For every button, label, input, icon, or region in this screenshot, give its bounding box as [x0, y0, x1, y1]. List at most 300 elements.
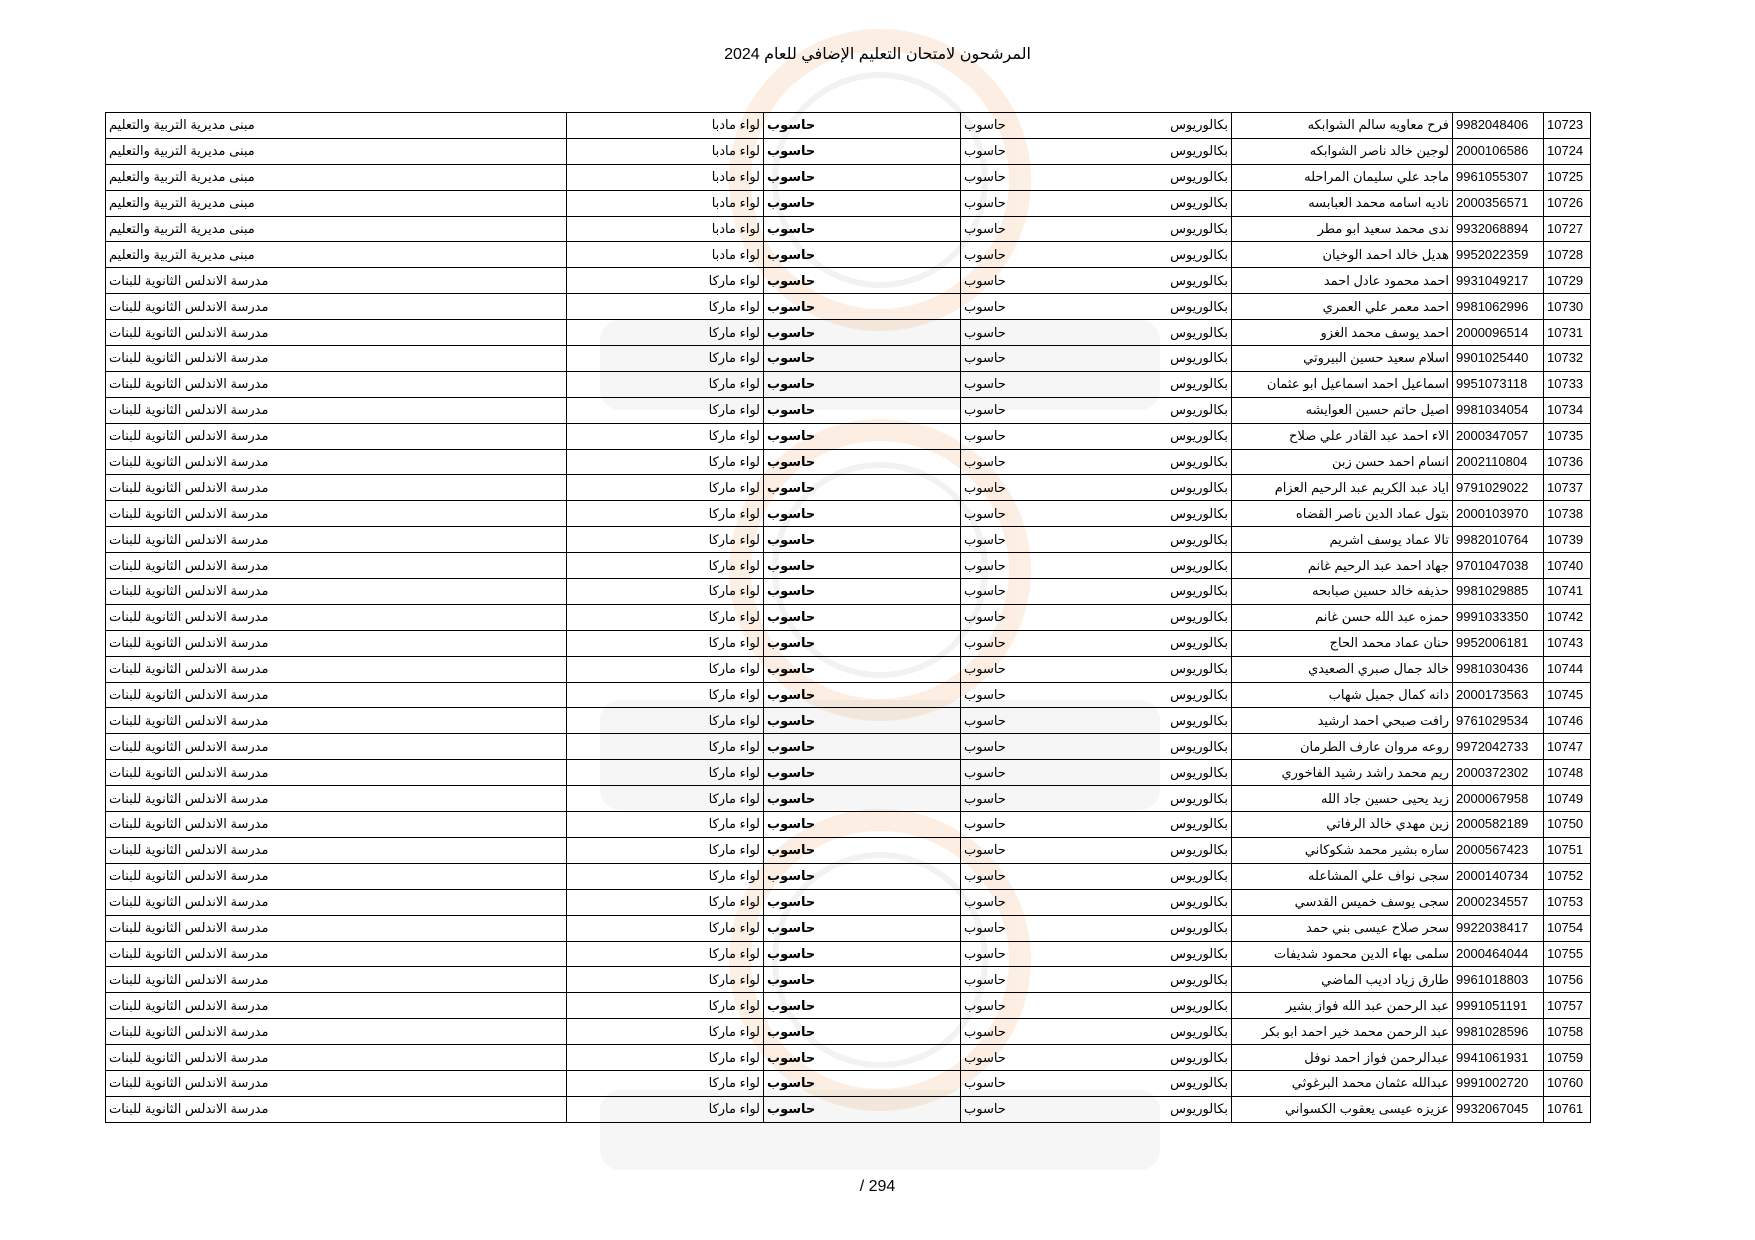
venue-cell: مدرسة الاندلس الثانوية للبنات	[106, 1045, 567, 1071]
seq-cell: 10750	[1544, 812, 1591, 838]
name-cell: لوجين خالد ناصر الشوابكه	[1232, 138, 1453, 164]
degree-cell: بكالوريوس	[1157, 553, 1232, 579]
table-row	[106, 915, 1591, 941]
table-row	[106, 242, 1591, 268]
degree-cell: بكالوريوس	[1157, 164, 1232, 190]
subject-cell: حاسوب	[764, 1070, 961, 1096]
name-cell: بتول عماد الدين ناصر القضاه	[1232, 501, 1453, 527]
district-cell: لواء مادبا	[567, 138, 764, 164]
district-cell: لواء ماركا	[567, 889, 764, 915]
national-id-cell: 2000067958	[1453, 786, 1544, 812]
venue-cell: مدرسة الاندلس الثانوية للبنات	[106, 967, 567, 993]
venue-cell: مبنى مديرية التربية والتعليم	[106, 113, 567, 139]
name-cell: ريم محمد راشد رشيد الفاخوري	[1232, 760, 1453, 786]
district-cell: لواء ماركا	[567, 734, 764, 760]
national-id-cell: 9932068894	[1453, 216, 1544, 242]
national-id-cell: 2000372302	[1453, 760, 1544, 786]
table-row	[106, 501, 1591, 527]
table-row	[106, 734, 1591, 760]
specialty-cell: حاسوب	[961, 138, 1158, 164]
subject-cell: حاسوب	[764, 216, 961, 242]
district-cell: لواء ماركا	[567, 346, 764, 372]
district-cell: لواء ماركا	[567, 397, 764, 423]
national-id-cell: 9952006181	[1453, 630, 1544, 656]
subject-cell: حاسوب	[764, 837, 961, 863]
degree-cell: بكالوريوس	[1157, 190, 1232, 216]
degree-cell: بكالوريوس	[1157, 604, 1232, 630]
specialty-cell: حاسوب	[961, 786, 1158, 812]
district-cell: لواء ماركا	[567, 863, 764, 889]
table-row	[106, 190, 1591, 216]
specialty-cell: حاسوب	[961, 915, 1158, 941]
name-cell: تالا عماد يوسف اشريم	[1232, 527, 1453, 553]
national-id-cell: 9991033350	[1453, 604, 1544, 630]
specialty-cell: حاسوب	[961, 630, 1158, 656]
seq-cell: 10759	[1544, 1045, 1591, 1071]
seq-cell: 10745	[1544, 682, 1591, 708]
national-id-cell: 9981030436	[1453, 656, 1544, 682]
national-id-cell: 9901025440	[1453, 346, 1544, 372]
degree-cell: بكالوريوس	[1157, 268, 1232, 294]
seq-cell: 10744	[1544, 656, 1591, 682]
subject-cell: حاسوب	[764, 320, 961, 346]
name-cell: اسماعيل احمد اسماعيل ابو عثمان	[1232, 371, 1453, 397]
subject-cell: حاسوب	[764, 682, 961, 708]
name-cell: احمد معمر علي العمري	[1232, 294, 1453, 320]
table-row	[106, 346, 1591, 372]
venue-cell: مدرسة الاندلس الثانوية للبنات	[106, 475, 567, 501]
degree-cell: بكالوريوس	[1157, 216, 1232, 242]
degree-cell: بكالوريوس	[1157, 423, 1232, 449]
specialty-cell: حاسوب	[961, 371, 1158, 397]
table-row	[106, 371, 1591, 397]
specialty-cell: حاسوب	[961, 449, 1158, 475]
specialty-cell: حاسوب	[961, 527, 1158, 553]
table-row	[106, 527, 1591, 553]
national-id-cell: 9972042733	[1453, 734, 1544, 760]
venue-cell: مدرسة الاندلس الثانوية للبنات	[106, 786, 567, 812]
specialty-cell: حاسوب	[961, 553, 1158, 579]
degree-cell: بكالوريوس	[1157, 397, 1232, 423]
subject-cell: حاسوب	[764, 915, 961, 941]
subject-cell: حاسوب	[764, 553, 961, 579]
table-row	[106, 1045, 1591, 1071]
venue-cell: مدرسة الاندلس الثانوية للبنات	[106, 889, 567, 915]
subject-cell: حاسوب	[764, 397, 961, 423]
degree-cell: بكالوريوس	[1157, 837, 1232, 863]
specialty-cell: حاسوب	[961, 967, 1158, 993]
table-row	[106, 553, 1591, 579]
degree-cell: بكالوريوس	[1157, 656, 1232, 682]
subject-cell: حاسوب	[764, 268, 961, 294]
seq-cell: 10760	[1544, 1070, 1591, 1096]
table-row	[106, 889, 1591, 915]
table-row	[106, 1019, 1591, 1045]
venue-cell: مدرسة الاندلس الثانوية للبنات	[106, 760, 567, 786]
name-cell: عزيزه عيسى يعقوب الكسواني	[1232, 1096, 1453, 1122]
specialty-cell: حاسوب	[961, 579, 1158, 605]
degree-cell: بكالوريوس	[1157, 475, 1232, 501]
degree-cell: بكالوريوس	[1157, 993, 1232, 1019]
district-cell: لواء ماركا	[567, 1019, 764, 1045]
specialty-cell: حاسوب	[961, 1019, 1158, 1045]
specialty-cell: حاسوب	[961, 812, 1158, 838]
degree-cell: بكالوريوس	[1157, 1045, 1232, 1071]
district-cell: لواء ماركا	[567, 967, 764, 993]
national-id-cell: 9791029022	[1453, 475, 1544, 501]
district-cell: لواء مادبا	[567, 164, 764, 190]
name-cell: انسام احمد حسن زبن	[1232, 449, 1453, 475]
seq-cell: 10741	[1544, 579, 1591, 605]
venue-cell: مدرسة الاندلس الثانوية للبنات	[106, 863, 567, 889]
table-row	[106, 1070, 1591, 1096]
national-id-cell: 9991002720	[1453, 1070, 1544, 1096]
name-cell: دانه كمال جميل شهاب	[1232, 682, 1453, 708]
seq-cell: 10730	[1544, 294, 1591, 320]
specialty-cell: حاسوب	[961, 1045, 1158, 1071]
seq-cell: 10733	[1544, 371, 1591, 397]
specialty-cell: حاسوب	[961, 760, 1158, 786]
degree-cell: بكالوريوس	[1157, 294, 1232, 320]
venue-cell: مدرسة الاندلس الثانوية للبنات	[106, 1019, 567, 1045]
subject-cell: حاسوب	[764, 346, 961, 372]
district-cell: لواء ماركا	[567, 837, 764, 863]
district-cell: لواء ماركا	[567, 449, 764, 475]
district-cell: لواء مادبا	[567, 216, 764, 242]
district-cell: لواء ماركا	[567, 682, 764, 708]
subject-cell: حاسوب	[764, 1096, 961, 1122]
venue-cell: مدرسة الاندلس الثانوية للبنات	[106, 812, 567, 838]
national-id-cell: 9961018803	[1453, 967, 1544, 993]
name-cell: ندى محمد سعيد ابو مطر	[1232, 216, 1453, 242]
national-id-cell: 9952022359	[1453, 242, 1544, 268]
degree-cell: بكالوريوس	[1157, 734, 1232, 760]
venue-cell: مدرسة الاندلس الثانوية للبنات	[106, 371, 567, 397]
district-cell: لواء ماركا	[567, 760, 764, 786]
subject-cell: حاسوب	[764, 630, 961, 656]
national-id-cell: 2000347057	[1453, 423, 1544, 449]
specialty-cell: حاسوب	[961, 164, 1158, 190]
subject-cell: حاسوب	[764, 604, 961, 630]
table-row	[106, 164, 1591, 190]
seq-cell: 10740	[1544, 553, 1591, 579]
degree-cell: بكالوريوس	[1157, 138, 1232, 164]
degree-cell: بكالوريوس	[1157, 320, 1232, 346]
district-cell: لواء ماركا	[567, 656, 764, 682]
seq-cell: 10746	[1544, 708, 1591, 734]
name-cell: هديل خالد احمد الوخيان	[1232, 242, 1453, 268]
degree-cell: بكالوريوس	[1157, 527, 1232, 553]
venue-cell: مدرسة الاندلس الثانوية للبنات	[106, 449, 567, 475]
table-row	[106, 579, 1591, 605]
subject-cell: حاسوب	[764, 423, 961, 449]
page-title: المرشحون لامتحان التعليم الإضافي للعام 2024	[724, 46, 1031, 63]
national-id-cell: 9981029885	[1453, 579, 1544, 605]
seq-cell: 10743	[1544, 630, 1591, 656]
national-id-cell: 9981028596	[1453, 1019, 1544, 1045]
table-row	[106, 268, 1591, 294]
name-cell: سحر صلاح عيسى بني حمد	[1232, 915, 1453, 941]
venue-cell: مدرسة الاندلس الثانوية للبنات	[106, 604, 567, 630]
subject-cell: حاسوب	[764, 294, 961, 320]
name-cell: حذيفه خالد حسين صبابحه	[1232, 579, 1453, 605]
table-row	[106, 216, 1591, 242]
name-cell: عبد الرحمن عبد الله فواز بشير	[1232, 993, 1453, 1019]
subject-cell: حاسوب	[764, 579, 961, 605]
venue-cell: مدرسة الاندلس الثانوية للبنات	[106, 346, 567, 372]
district-cell: لواء ماركا	[567, 915, 764, 941]
national-id-cell: 9951073118	[1453, 371, 1544, 397]
district-cell: لواء ماركا	[567, 604, 764, 630]
venue-cell: مدرسة الاندلس الثانوية للبنات	[106, 501, 567, 527]
specialty-cell: حاسوب	[961, 941, 1158, 967]
national-id-cell: 2000234557	[1453, 889, 1544, 915]
subject-cell: حاسوب	[764, 1019, 961, 1045]
specialty-cell: حاسوب	[961, 682, 1158, 708]
name-cell: طارق زياد اديب الماضي	[1232, 967, 1453, 993]
specialty-cell: حاسوب	[961, 1096, 1158, 1122]
table-row	[106, 1096, 1591, 1122]
seq-cell: 10724	[1544, 138, 1591, 164]
venue-cell: مبنى مديرية التربية والتعليم	[106, 164, 567, 190]
national-id-cell: 2000106586	[1453, 138, 1544, 164]
venue-cell: مدرسة الاندلس الثانوية للبنات	[106, 837, 567, 863]
venue-cell: مدرسة الاندلس الثانوية للبنات	[106, 630, 567, 656]
district-cell: لواء ماركا	[567, 579, 764, 605]
seq-cell: 10738	[1544, 501, 1591, 527]
subject-cell: حاسوب	[764, 190, 961, 216]
seq-cell: 10748	[1544, 760, 1591, 786]
district-cell: لواء مادبا	[567, 190, 764, 216]
seq-cell: 10742	[1544, 604, 1591, 630]
name-cell: احمد محمود عادل احمد	[1232, 268, 1453, 294]
specialty-cell: حاسوب	[961, 475, 1158, 501]
seq-cell: 10755	[1544, 941, 1591, 967]
subject-cell: حاسوب	[764, 967, 961, 993]
specialty-cell: حاسوب	[961, 656, 1158, 682]
venue-cell: مدرسة الاندلس الثانوية للبنات	[106, 553, 567, 579]
table-row	[106, 630, 1591, 656]
district-cell: لواء ماركا	[567, 993, 764, 1019]
subject-cell: حاسوب	[764, 708, 961, 734]
seq-cell: 10749	[1544, 786, 1591, 812]
seq-cell: 10753	[1544, 889, 1591, 915]
subject-cell: حاسوب	[764, 941, 961, 967]
name-cell: سلمى بهاء الدين محمود شديفات	[1232, 941, 1453, 967]
district-cell: لواء مادبا	[567, 242, 764, 268]
table-row	[106, 837, 1591, 863]
degree-cell: بكالوريوس	[1157, 682, 1232, 708]
national-id-cell: 9982010764	[1453, 527, 1544, 553]
table-row	[106, 138, 1591, 164]
specialty-cell: حاسوب	[961, 113, 1158, 139]
name-cell: زيد يحيى حسين جاد الله	[1232, 786, 1453, 812]
venue-cell: مدرسة الاندلس الثانوية للبنات	[106, 993, 567, 1019]
district-cell: لواء ماركا	[567, 423, 764, 449]
seq-cell: 10757	[1544, 993, 1591, 1019]
district-cell: لواء ماركا	[567, 1070, 764, 1096]
district-cell: لواء ماركا	[567, 501, 764, 527]
subject-cell: حاسوب	[764, 812, 961, 838]
seq-cell: 10727	[1544, 216, 1591, 242]
degree-cell: بكالوريوس	[1157, 346, 1232, 372]
table-row	[106, 786, 1591, 812]
district-cell: لواء ماركا	[567, 320, 764, 346]
subject-cell: حاسوب	[764, 113, 961, 139]
seq-cell: 10758	[1544, 1019, 1591, 1045]
name-cell: عبدالرحمن فواز احمد نوفل	[1232, 1045, 1453, 1071]
degree-cell: بكالوريوس	[1157, 889, 1232, 915]
degree-cell: بكالوريوس	[1157, 708, 1232, 734]
specialty-cell: حاسوب	[961, 346, 1158, 372]
degree-cell: بكالوريوس	[1157, 1096, 1232, 1122]
seq-cell: 10752	[1544, 863, 1591, 889]
specialty-cell: حاسوب	[961, 190, 1158, 216]
subject-cell: حاسوب	[764, 734, 961, 760]
name-cell: عبدالله عثمان محمد البرغوثي	[1232, 1070, 1453, 1096]
degree-cell: بكالوريوس	[1157, 371, 1232, 397]
degree-cell: بكالوريوس	[1157, 579, 1232, 605]
national-id-cell: 9922038417	[1453, 915, 1544, 941]
table-row	[106, 682, 1591, 708]
subject-cell: حاسوب	[764, 786, 961, 812]
specialty-cell: حاسوب	[961, 837, 1158, 863]
specialty-cell: حاسوب	[961, 993, 1158, 1019]
district-cell: لواء ماركا	[567, 475, 764, 501]
district-cell: لواء ماركا	[567, 941, 764, 967]
name-cell: خالد جمال صبري الصعيدي	[1232, 656, 1453, 682]
national-id-cell: 2000567423	[1453, 837, 1544, 863]
name-cell: سجى نواف علي المشاعله	[1232, 863, 1453, 889]
table-row	[106, 320, 1591, 346]
name-cell: روعه مروان عارف الطرمان	[1232, 734, 1453, 760]
seq-cell: 10751	[1544, 837, 1591, 863]
name-cell: ماجد علي سليمان المراحله	[1232, 164, 1453, 190]
specialty-cell: حاسوب	[961, 268, 1158, 294]
subject-cell: حاسوب	[764, 889, 961, 915]
subject-cell: حاسوب	[764, 475, 961, 501]
venue-cell: مدرسة الاندلس الثانوية للبنات	[106, 527, 567, 553]
venue-cell: مدرسة الاندلس الثانوية للبنات	[106, 397, 567, 423]
degree-cell: بكالوريوس	[1157, 812, 1232, 838]
table-row	[106, 449, 1591, 475]
table-row	[106, 423, 1591, 449]
specialty-cell: حاسوب	[961, 294, 1158, 320]
degree-cell: بكالوريوس	[1157, 501, 1232, 527]
subject-cell: حاسوب	[764, 449, 961, 475]
page-number: 294 /	[859, 1178, 896, 1195]
seq-cell: 10737	[1544, 475, 1591, 501]
subject-cell: حاسوب	[764, 760, 961, 786]
district-cell: لواء ماركا	[567, 294, 764, 320]
seq-cell: 10735	[1544, 423, 1591, 449]
district-cell: لواء ماركا	[567, 371, 764, 397]
seq-cell: 10761	[1544, 1096, 1591, 1122]
national-id-cell: 2002110804	[1453, 449, 1544, 475]
degree-cell: بكالوريوس	[1157, 967, 1232, 993]
seq-cell: 10728	[1544, 242, 1591, 268]
specialty-cell: حاسوب	[961, 397, 1158, 423]
degree-cell: بكالوريوس	[1157, 786, 1232, 812]
national-id-cell: 9991051191	[1453, 993, 1544, 1019]
degree-cell: بكالوريوس	[1157, 941, 1232, 967]
national-id-cell: 2000356571	[1453, 190, 1544, 216]
table-row	[106, 294, 1591, 320]
specialty-cell: حاسوب	[961, 734, 1158, 760]
specialty-cell: حاسوب	[961, 889, 1158, 915]
specialty-cell: حاسوب	[961, 604, 1158, 630]
name-cell: عبد الرحمن محمد خير احمد ابو بكر	[1232, 1019, 1453, 1045]
table-row	[106, 967, 1591, 993]
seq-cell: 10747	[1544, 734, 1591, 760]
table-row	[106, 475, 1591, 501]
district-cell: لواء ماركا	[567, 708, 764, 734]
degree-cell: بكالوريوس	[1157, 113, 1232, 139]
venue-cell: مدرسة الاندلس الثانوية للبنات	[106, 682, 567, 708]
specialty-cell: حاسوب	[961, 708, 1158, 734]
district-cell: لواء ماركا	[567, 812, 764, 838]
venue-cell: مبنى مديرية التربية والتعليم	[106, 242, 567, 268]
degree-cell: بكالوريوس	[1157, 1070, 1232, 1096]
national-id-cell: 9982048406	[1453, 113, 1544, 139]
national-id-cell: 2000173563	[1453, 682, 1544, 708]
subject-cell: حاسوب	[764, 242, 961, 268]
specialty-cell: حاسوب	[961, 1070, 1158, 1096]
district-cell: لواء ماركا	[567, 527, 764, 553]
venue-cell: مدرسة الاندلس الثانوية للبنات	[106, 268, 567, 294]
degree-cell: بكالوريوس	[1157, 242, 1232, 268]
national-id-cell: 9701047038	[1453, 553, 1544, 579]
national-id-cell: 9761029534	[1453, 708, 1544, 734]
specialty-cell: حاسوب	[961, 501, 1158, 527]
table-row	[106, 941, 1591, 967]
name-cell: اسلام سعيد حسين البيروتي	[1232, 346, 1453, 372]
national-id-cell: 9981062996	[1453, 294, 1544, 320]
table-row	[106, 397, 1591, 423]
district-cell: لواء ماركا	[567, 630, 764, 656]
venue-cell: مدرسة الاندلس الثانوية للبنات	[106, 656, 567, 682]
venue-cell: مدرسة الاندلس الثانوية للبنات	[106, 915, 567, 941]
venue-cell: مدرسة الاندلس الثانوية للبنات	[106, 1070, 567, 1096]
national-id-cell: 9931049217	[1453, 268, 1544, 294]
subject-cell: حاسوب	[764, 501, 961, 527]
national-id-cell: 2000096514	[1453, 320, 1544, 346]
venue-cell: مدرسة الاندلس الثانوية للبنات	[106, 423, 567, 449]
name-cell: فرح معاويه سالم الشوابكه	[1232, 113, 1453, 139]
name-cell: اصيل حاتم حسين العوايشه	[1232, 397, 1453, 423]
seq-cell: 10726	[1544, 190, 1591, 216]
national-id-cell: 2000140734	[1453, 863, 1544, 889]
venue-cell: مبنى مديرية التربية والتعليم	[106, 190, 567, 216]
subject-cell: حاسوب	[764, 863, 961, 889]
candidates-table	[105, 112, 1591, 1123]
seq-cell: 10756	[1544, 967, 1591, 993]
subject-cell: حاسوب	[764, 138, 961, 164]
subject-cell: حاسوب	[764, 164, 961, 190]
degree-cell: بكالوريوس	[1157, 863, 1232, 889]
table-row	[106, 113, 1591, 139]
venue-cell: مدرسة الاندلس الثانوية للبنات	[106, 708, 567, 734]
table-row	[106, 863, 1591, 889]
table-row	[106, 656, 1591, 682]
district-cell: لواء ماركا	[567, 786, 764, 812]
specialty-cell: حاسوب	[961, 423, 1158, 449]
venue-cell: مدرسة الاندلس الثانوية للبنات	[106, 1096, 567, 1122]
subject-cell: حاسوب	[764, 371, 961, 397]
subject-cell: حاسوب	[764, 656, 961, 682]
seq-cell: 10729	[1544, 268, 1591, 294]
name-cell: زين مهدي خالد الرفاتي	[1232, 812, 1453, 838]
